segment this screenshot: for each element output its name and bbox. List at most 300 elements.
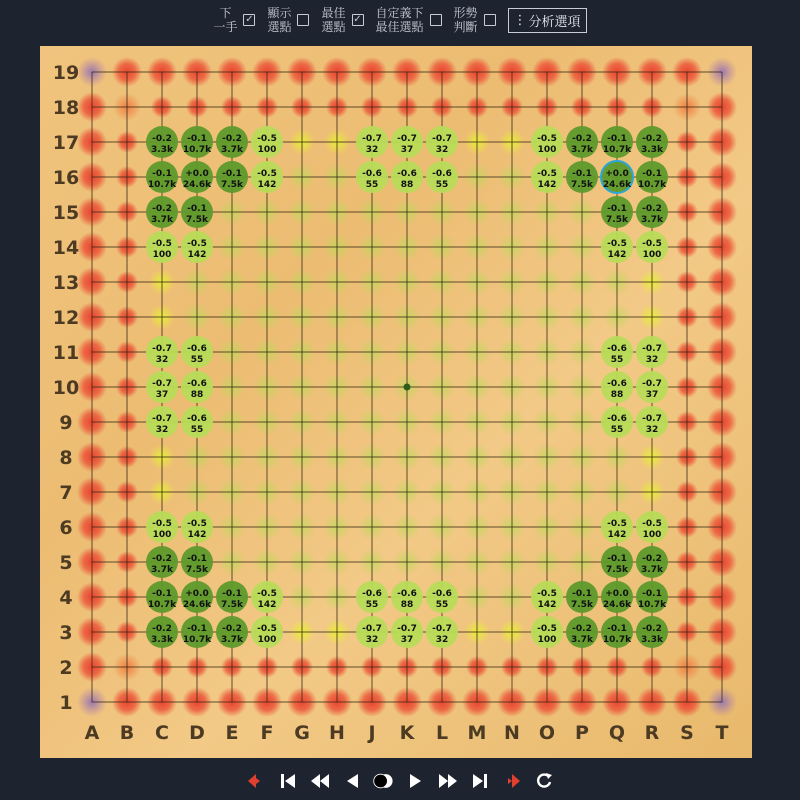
- suggestion-visits: 100: [152, 530, 172, 540]
- suggestion-winrate: -0.1: [222, 169, 242, 179]
- prev-branch-button[interactable]: [244, 769, 268, 793]
- suggestion-winrate: -0.6: [362, 589, 382, 599]
- move-suggestion[interactable]: [251, 126, 283, 158]
- suggestion-visits: 100: [642, 530, 662, 540]
- suggestion-winrate: -0.1: [607, 204, 627, 214]
- suggestion-winrate: -0.7: [397, 624, 417, 634]
- column-label: T: [715, 722, 729, 744]
- row-label: 13: [52, 272, 80, 294]
- suggestion-visits: 100: [642, 250, 662, 260]
- move-suggestion[interactable]: [181, 161, 213, 193]
- analysis-options-button[interactable]: [508, 8, 587, 33]
- suggestion-visits: 37: [400, 145, 414, 155]
- move-suggestion[interactable]: [601, 161, 633, 193]
- suggestion-winrate: -0.1: [607, 134, 627, 144]
- suggestion-winrate: -0.6: [432, 589, 452, 599]
- move-suggestion[interactable]: [181, 126, 213, 158]
- move-suggestion[interactable]: [636, 616, 668, 648]
- move-suggestion[interactable]: [181, 406, 213, 438]
- suggestion-winrate: -0.5: [257, 134, 277, 144]
- best-points-label: [321, 6, 345, 34]
- suggestion-winrate: -0.6: [607, 379, 627, 389]
- move-suggestion[interactable]: [146, 406, 178, 438]
- column-label: A: [84, 722, 100, 744]
- suggestion-winrate: -0.2: [152, 554, 172, 564]
- suggestion-winrate: -0.2: [642, 204, 662, 214]
- suggestion-visits: 88: [400, 600, 414, 610]
- double-right-icon: [437, 771, 459, 791]
- move-suggestion[interactable]: [391, 581, 423, 613]
- row-label: 16: [52, 167, 80, 189]
- suggestion-winrate: -0.1: [607, 624, 627, 634]
- go-board[interactable]: [40, 46, 752, 758]
- suggestion-winrate: -0.6: [432, 169, 452, 179]
- suggestion-winrate: -0.5: [257, 624, 277, 634]
- row-label: 2: [59, 657, 73, 679]
- double-left-icon: [309, 771, 331, 791]
- suggestion-visits: 142: [607, 530, 627, 540]
- move-suggestion[interactable]: [601, 231, 633, 263]
- suggestion-visits: 142: [187, 250, 207, 260]
- suggestion-visits: 3.3k: [151, 145, 173, 155]
- suggestion-winrate: +0.0: [185, 589, 209, 599]
- column-label: F: [260, 722, 274, 744]
- star-point: [404, 384, 411, 391]
- row-label: 14: [52, 237, 80, 259]
- move-suggestion[interactable]: [601, 126, 633, 158]
- suggestion-visits: 100: [257, 145, 277, 155]
- analysis-options-label: 分析選項: [528, 14, 581, 30]
- row-label: 18: [52, 97, 80, 119]
- suggestion-visits: 55: [365, 180, 379, 190]
- suggestion-winrate: -0.5: [642, 239, 662, 249]
- suggestion-visits: 7.5k: [186, 215, 208, 225]
- suggestion-visits: 100: [152, 250, 172, 260]
- right-triangle-icon: [406, 771, 426, 791]
- suggestion-winrate: -0.7: [362, 134, 382, 144]
- back-one-button[interactable]: [340, 769, 364, 793]
- suggestion-winrate: -0.1: [187, 624, 207, 634]
- column-label: P: [575, 722, 589, 744]
- suggestion-winrate: -0.2: [572, 134, 592, 144]
- suggestion-winrate: -0.6: [187, 379, 207, 389]
- column-label: R: [644, 722, 660, 744]
- column-label: C: [155, 722, 169, 744]
- territory-option[interactable]: [454, 6, 496, 34]
- suggestion-visits: 142: [537, 600, 557, 610]
- move-suggestion[interactable]: [601, 511, 633, 543]
- move-suggestion[interactable]: [426, 581, 458, 613]
- move-suggestion[interactable]: [181, 511, 213, 543]
- row-label: 10: [52, 377, 80, 399]
- suggestion-visits: 3.3k: [641, 635, 663, 645]
- move-suggestion[interactable]: [566, 581, 598, 613]
- suggestion-winrate: -0.5: [257, 169, 277, 179]
- row-label: 9: [59, 412, 73, 434]
- forward-one-button[interactable]: [404, 769, 428, 793]
- board-canvas[interactable]: [40, 46, 752, 758]
- suggestion-winrate: -0.2: [642, 134, 662, 144]
- suggestion-winrate: -0.5: [187, 239, 207, 249]
- territory-label-line2: 判斷: [453, 20, 478, 34]
- suggestion-winrate: -0.6: [362, 169, 382, 179]
- suggestion-visits: 24.6k: [182, 600, 212, 610]
- best-points-label-line1: 最佳: [321, 6, 346, 20]
- suggestion-winrate: -0.2: [152, 624, 172, 634]
- move-suggestion[interactable]: [636, 406, 668, 438]
- suggestion-visits: 37: [155, 390, 169, 400]
- suggestion-visits: 32: [435, 145, 449, 155]
- column-label: N: [504, 722, 520, 744]
- move-suggestion[interactable]: [566, 126, 598, 158]
- suggestion-visits: 32: [645, 355, 659, 365]
- suggestion-visits: 10.7k: [637, 600, 667, 610]
- move-suggestion[interactable]: [146, 161, 178, 193]
- column-label: O: [538, 722, 556, 744]
- suggestion-visits: 88: [400, 180, 414, 190]
- suggestion-winrate: -0.1: [187, 134, 207, 144]
- move-suggestion[interactable]: [251, 581, 283, 613]
- column-label: M: [467, 722, 487, 744]
- analysis-toolbar: [0, 0, 800, 40]
- move-suggestion[interactable]: [181, 336, 213, 368]
- column-label: L: [435, 722, 449, 744]
- suggestion-visits: 24.6k: [602, 600, 632, 610]
- suggestion-winrate: -0.5: [257, 589, 277, 599]
- suggestion-winrate: -0.1: [607, 554, 627, 564]
- suggestion-visits: 100: [537, 635, 557, 645]
- move-suggestion[interactable]: [426, 161, 458, 193]
- move-suggestion[interactable]: [181, 231, 213, 263]
- move-suggestion[interactable]: [146, 231, 178, 263]
- move-suggestion[interactable]: [636, 371, 668, 403]
- custom-best-label-line2: 最佳選點: [375, 20, 424, 34]
- suggestion-visits: 142: [257, 600, 277, 610]
- move-suggestion[interactable]: [216, 616, 248, 648]
- suggestion-winrate: -0.5: [152, 239, 172, 249]
- suggestion-winrate: -0.5: [187, 519, 207, 529]
- row-label: 3: [59, 622, 73, 644]
- suggestion-winrate: -0.5: [607, 519, 627, 529]
- suggestion-visits: 10.7k: [147, 180, 177, 190]
- suggestion-visits: 88: [610, 390, 624, 400]
- custom-best-option[interactable]: [376, 6, 442, 34]
- suggestion-winrate: -0.5: [537, 134, 557, 144]
- suggestion-visits: 7.5k: [221, 180, 243, 190]
- move-suggestion[interactable]: [636, 336, 668, 368]
- move-suggestion[interactable]: [531, 581, 563, 613]
- move-suggestion[interactable]: [216, 161, 248, 193]
- suggestion-visits: 32: [365, 635, 379, 645]
- suggestion-visits: 55: [365, 600, 379, 610]
- suggestion-visits: 3.3k: [151, 635, 173, 645]
- move-suggestion[interactable]: [391, 161, 423, 193]
- suggestion-visits: 3.7k: [151, 215, 173, 225]
- suggestion-visits: 142: [607, 250, 627, 260]
- suggestion-visits: 55: [435, 180, 449, 190]
- next-move-label-line2: 一手: [213, 20, 238, 34]
- suggestion-visits: 3.7k: [221, 635, 243, 645]
- suggestion-winrate: -0.1: [572, 169, 592, 179]
- forward-many-button[interactable]: [436, 769, 460, 793]
- turn-indicator: [372, 769, 396, 793]
- suggestion-winrate: -0.6: [607, 344, 627, 354]
- show-points-label: [267, 6, 291, 34]
- suggestion-visits: 3.7k: [221, 145, 243, 155]
- suggestion-visits: 24.6k: [182, 180, 212, 190]
- suggestion-winrate: -0.2: [642, 624, 662, 634]
- move-suggestion[interactable]: [636, 126, 668, 158]
- row-label: 8: [59, 447, 73, 469]
- column-label: H: [329, 722, 345, 744]
- custom-best-checkbox[interactable]: [430, 14, 442, 26]
- move-suggestion[interactable]: [181, 546, 213, 578]
- column-label: G: [294, 722, 310, 744]
- territory-label: [454, 6, 478, 34]
- suggestion-winrate: -0.2: [642, 554, 662, 564]
- suggestion-visits: 37: [645, 390, 659, 400]
- skip-to-start-icon: [278, 771, 298, 791]
- move-suggestion[interactable]: [391, 126, 423, 158]
- move-suggestion[interactable]: [566, 616, 598, 648]
- suggestion-visits: 55: [610, 355, 624, 365]
- move-suggestion[interactable]: [146, 336, 178, 368]
- territory-checkbox[interactable]: [484, 14, 496, 26]
- refresh-icon: [534, 771, 554, 791]
- best-points-label-line2: 選點: [321, 20, 346, 34]
- move-suggestion[interactable]: [146, 126, 178, 158]
- suggestion-visits: 3.3k: [641, 145, 663, 155]
- move-suggestion[interactable]: [531, 616, 563, 648]
- red-right-diamond-icon: [502, 771, 522, 791]
- column-label: B: [119, 722, 135, 744]
- column-label: J: [368, 722, 376, 744]
- move-suggestion[interactable]: [146, 581, 178, 613]
- move-suggestion[interactable]: [181, 581, 213, 613]
- suggestion-visits: 10.7k: [147, 600, 177, 610]
- suggestion-winrate: -0.7: [152, 414, 172, 424]
- suggestion-winrate: -0.5: [152, 519, 172, 529]
- next-move-label-line1: 下: [219, 6, 232, 20]
- move-suggestion[interactable]: [146, 511, 178, 543]
- show-points-label-line1: 顯示: [267, 6, 292, 20]
- suggestion-visits: 32: [155, 355, 169, 365]
- suggestion-winrate: -0.7: [642, 379, 662, 389]
- move-suggestion[interactable]: [181, 196, 213, 228]
- move-suggestion[interactable]: [566, 161, 598, 193]
- suggestion-winrate: -0.7: [362, 624, 382, 634]
- suggestion-winrate: -0.2: [152, 204, 172, 214]
- suggestion-winrate: -0.6: [397, 169, 417, 179]
- row-label: 1: [59, 692, 73, 714]
- row-label: 6: [59, 517, 73, 539]
- suggestion-visits: 55: [435, 600, 449, 610]
- move-suggestion[interactable]: [601, 371, 633, 403]
- suggestion-winrate: -0.5: [537, 589, 557, 599]
- column-label: Q: [608, 722, 626, 744]
- suggestion-winrate: -0.7: [642, 414, 662, 424]
- suggestion-winrate: -0.1: [642, 589, 662, 599]
- move-suggestion[interactable]: [146, 546, 178, 578]
- suggestion-visits: 24.6k: [602, 180, 632, 190]
- first-move-button[interactable]: [276, 769, 300, 793]
- suggestion-visits: 7.5k: [571, 600, 593, 610]
- move-suggestion[interactable]: [601, 196, 633, 228]
- suggestion-visits: 37: [400, 635, 414, 645]
- suggestion-winrate: -0.7: [432, 134, 452, 144]
- suggestion-winrate: -0.7: [397, 134, 417, 144]
- row-label: 19: [52, 62, 80, 84]
- suggestion-visits: 3.7k: [151, 565, 173, 575]
- suggestion-winrate: -0.1: [187, 204, 207, 214]
- suggestion-winrate: -0.6: [397, 589, 417, 599]
- move-suggestion[interactable]: [531, 161, 563, 193]
- suggestion-winrate: -0.1: [152, 589, 172, 599]
- suggestion-winrate: -0.2: [152, 134, 172, 144]
- refresh-button[interactable]: [532, 769, 556, 793]
- suggestion-winrate: -0.2: [222, 624, 242, 634]
- suggestion-visits: 3.7k: [641, 565, 663, 575]
- move-suggestion[interactable]: [636, 196, 668, 228]
- suggestion-visits: 10.7k: [182, 145, 212, 155]
- suggestion-visits: 100: [537, 145, 557, 155]
- suggestion-winrate: -0.5: [607, 239, 627, 249]
- suggestion-winrate: -0.6: [187, 414, 207, 424]
- row-label: 4: [59, 587, 73, 609]
- move-suggestion[interactable]: [601, 546, 633, 578]
- move-suggestion[interactable]: [251, 616, 283, 648]
- move-suggestion[interactable]: [601, 336, 633, 368]
- suggestion-visits: 10.7k: [602, 635, 632, 645]
- move-suggestion[interactable]: [251, 161, 283, 193]
- suggestion-visits: 3.7k: [641, 215, 663, 225]
- move-suggestion[interactable]: [356, 581, 388, 613]
- suggestion-visits: 3.7k: [571, 145, 593, 155]
- suggestion-winrate: -0.7: [432, 624, 452, 634]
- suggestion-winrate: +0.0: [185, 169, 209, 179]
- suggestion-winrate: -0.7: [152, 379, 172, 389]
- suggestion-visits: 100: [257, 635, 277, 645]
- move-suggestion[interactable]: [426, 126, 458, 158]
- suggestion-winrate: -0.6: [187, 344, 207, 354]
- suggestion-winrate: -0.7: [642, 344, 662, 354]
- move-suggestion[interactable]: [531, 126, 563, 158]
- move-suggestion[interactable]: [426, 616, 458, 648]
- last-move-button[interactable]: [468, 769, 492, 793]
- row-label: 11: [52, 342, 80, 364]
- back-many-button[interactable]: [308, 769, 332, 793]
- best-points-option[interactable]: [321, 6, 363, 34]
- suggestion-visits: 32: [155, 425, 169, 435]
- suggestion-winrate: -0.5: [642, 519, 662, 529]
- move-suggestion[interactable]: [601, 581, 633, 613]
- move-suggestion[interactable]: [636, 511, 668, 543]
- suggestion-winrate: -0.1: [222, 589, 242, 599]
- move-suggestion[interactable]: [146, 371, 178, 403]
- move-suggestion[interactable]: [181, 616, 213, 648]
- move-suggestion[interactable]: [356, 161, 388, 193]
- suggestion-visits: 142: [257, 180, 277, 190]
- row-label: 5: [59, 552, 73, 574]
- move-suggestion[interactable]: [391, 616, 423, 648]
- column-label: D: [189, 722, 205, 744]
- suggestion-visits: 32: [645, 425, 659, 435]
- next-move-option[interactable]: [213, 6, 255, 34]
- navigation-bar: [0, 762, 800, 800]
- move-suggestion[interactable]: [601, 406, 633, 438]
- suggestion-visits: 7.5k: [606, 565, 628, 575]
- red-left-diamond-icon: [246, 771, 266, 791]
- suggestion-visits: 10.7k: [602, 145, 632, 155]
- skip-to-end-icon: [470, 771, 490, 791]
- show-points-option[interactable]: [267, 6, 309, 34]
- suggestion-visits: 55: [190, 425, 204, 435]
- suggestion-winrate: -0.1: [187, 554, 207, 564]
- suggestion-winrate: -0.1: [152, 169, 172, 179]
- row-label: 12: [52, 307, 80, 329]
- column-label: E: [225, 722, 239, 744]
- move-suggestion[interactable]: [146, 196, 178, 228]
- column-label: S: [680, 722, 694, 744]
- move-suggestion[interactable]: [636, 546, 668, 578]
- suggestion-visits: 88: [190, 390, 204, 400]
- move-suggestion[interactable]: [636, 581, 668, 613]
- suggestion-visits: 55: [610, 425, 624, 435]
- suggestion-winrate: -0.5: [537, 169, 557, 179]
- move-suggestion[interactable]: [181, 371, 213, 403]
- move-suggestion[interactable]: [356, 616, 388, 648]
- suggestion-visits: 3.7k: [571, 635, 593, 645]
- suggestion-visits: 10.7k: [182, 635, 212, 645]
- row-label: 17: [52, 132, 80, 154]
- suggestion-winrate: -0.2: [222, 134, 242, 144]
- more-vertical-icon: ⋮: [513, 12, 527, 28]
- left-triangle-icon: [342, 771, 362, 791]
- suggestion-visits: 142: [537, 180, 557, 190]
- move-suggestion[interactable]: [216, 581, 248, 613]
- suggestion-visits: 55: [190, 355, 204, 365]
- suggestion-winrate: -0.1: [572, 589, 592, 599]
- suggestion-winrate: +0.0: [605, 589, 629, 599]
- custom-best-label-line1: 自定義下: [375, 6, 424, 20]
- next-branch-button[interactable]: [500, 769, 524, 793]
- move-suggestion[interactable]: [601, 616, 633, 648]
- move-suggestion[interactable]: [146, 616, 178, 648]
- column-label: K: [399, 722, 415, 744]
- territory-label-line1: 形勢: [453, 6, 478, 20]
- black-white-stone-icon: [372, 771, 396, 791]
- move-suggestion[interactable]: [216, 126, 248, 158]
- suggestion-winrate: -0.5: [537, 624, 557, 634]
- row-label: 15: [52, 202, 80, 224]
- show-points-label-line2: 選點: [267, 20, 292, 34]
- move-suggestion[interactable]: [636, 231, 668, 263]
- show-points-checkbox[interactable]: [297, 14, 309, 26]
- next-move-label: [213, 6, 237, 34]
- suggestion-visits: 7.5k: [571, 180, 593, 190]
- move-suggestion[interactable]: [356, 126, 388, 158]
- suggestion-visits: 32: [435, 635, 449, 645]
- next-move-checkbox[interactable]: ✓: [245, 14, 254, 25]
- best-points-checkbox[interactable]: ✓: [353, 14, 362, 25]
- suggestion-winrate: -0.2: [572, 624, 592, 634]
- row-label: 7: [59, 482, 73, 504]
- suggestion-visits: 32: [365, 145, 379, 155]
- suggestion-visits: 7.5k: [606, 215, 628, 225]
- suggestion-winrate: -0.7: [152, 344, 172, 354]
- move-suggestion[interactable]: [636, 161, 668, 193]
- suggestion-visits: 7.5k: [221, 600, 243, 610]
